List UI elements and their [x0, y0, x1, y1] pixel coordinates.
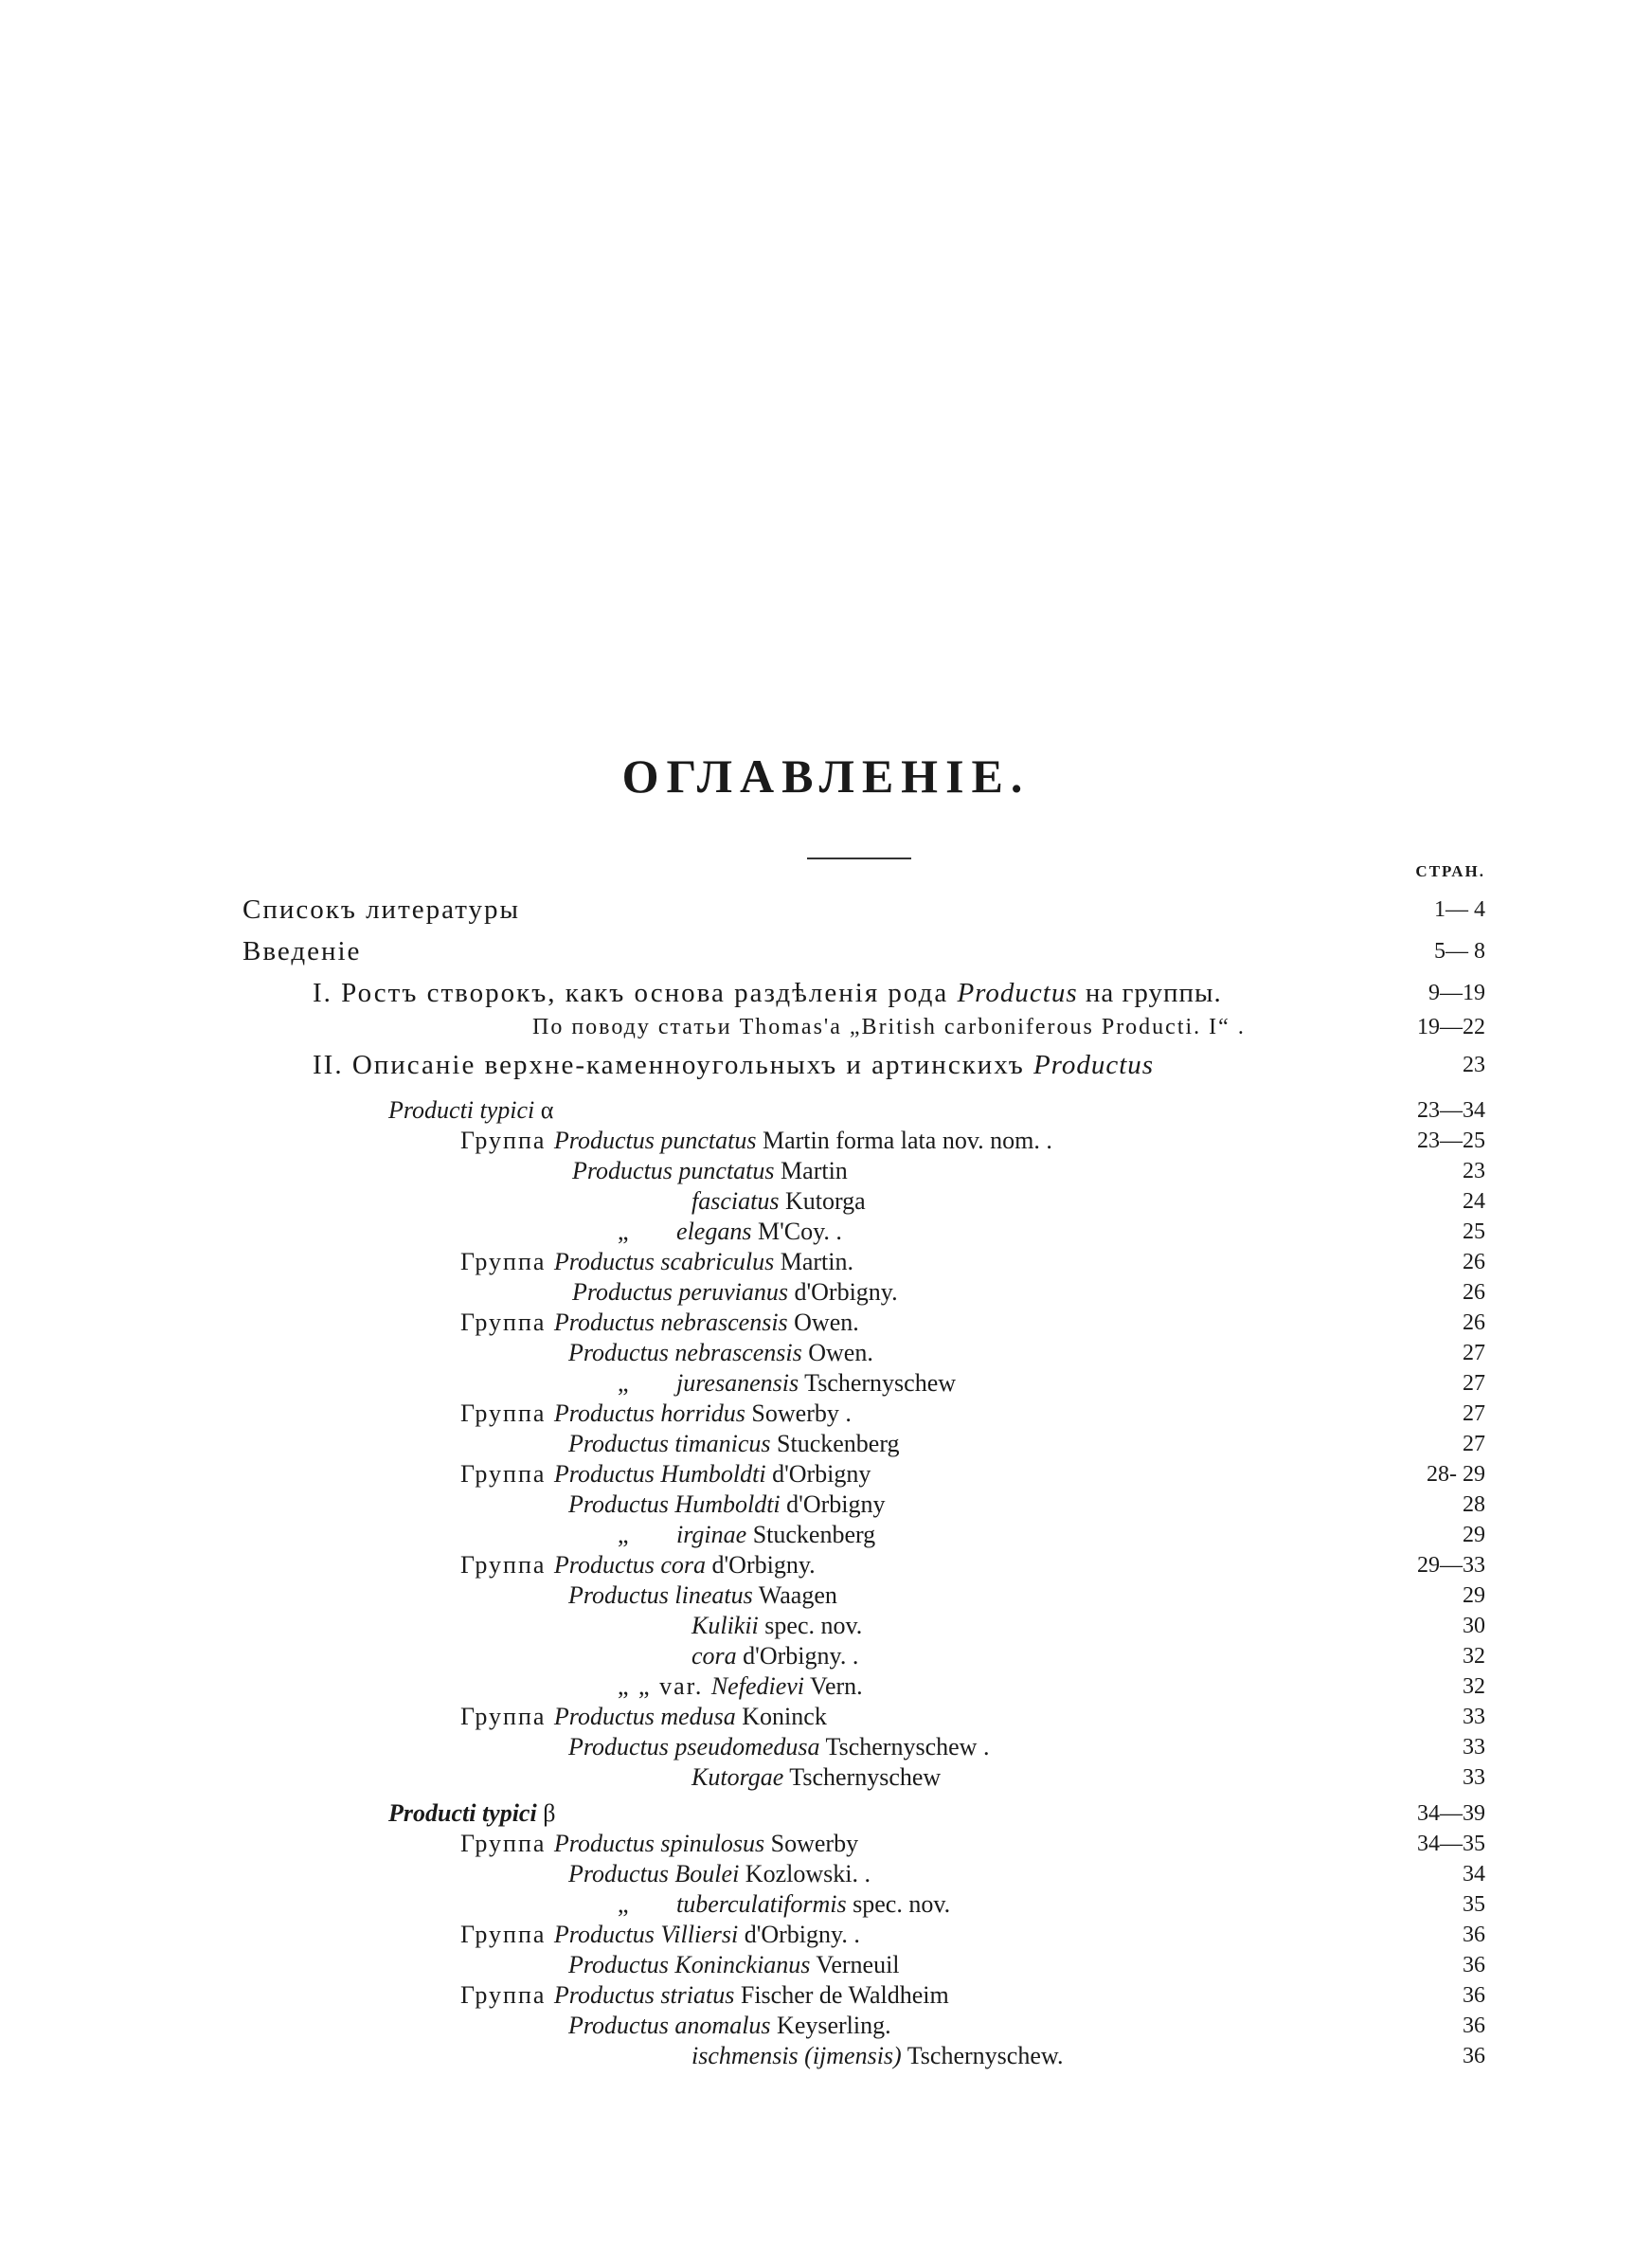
page-column-header: СТРАН. — [1415, 862, 1485, 880]
toc-entry-label: Группа Productus spinulosus Sowerby — [460, 1830, 859, 1857]
toc-entry — [0, 894, 1652, 925]
toc-entry — [0, 1217, 1652, 1247]
toc-entry-page: 32 — [1463, 1674, 1485, 1699]
page-title: ОГЛАВЛЕНIЕ. — [621, 749, 1031, 803]
toc-entry-label: Группа Productus nebrascensis Owen. — [460, 1309, 859, 1336]
toc-entry — [0, 1980, 1652, 2011]
toc-entry-label: Группа Productus cora d'Orbigny. — [460, 1551, 816, 1579]
toc-entry-label: Productus Humboldti d'Orbigny — [568, 1490, 886, 1518]
toc-entry-page: 34 — [1463, 1862, 1485, 1887]
toc-entry-page: 34—35 — [1417, 1832, 1485, 1856]
toc-entry — [0, 1050, 1652, 1080]
toc-entry-label: Productus lineatus Waagen — [568, 1581, 837, 1609]
toc-entry — [0, 1641, 1652, 1671]
toc-entry-label: II. Описанiе верхне-каменноугольныхъ и артинскихъ Productus — [313, 1050, 1155, 1080]
toc-entry-label: Группа Productus medusa Koninck — [460, 1703, 827, 1730]
toc-entry-label: Productus Boulei Kozlowski. . — [568, 1860, 871, 1887]
toc-entry-label: По поводу статьи Thomas'a „British carboniferous Producti. I“ . — [532, 1015, 1246, 1039]
toc-entry — [0, 1399, 1652, 1429]
toc-entry-page: 26 — [1463, 1250, 1485, 1274]
toc-entry-label: Группа Productus punctatus Martin forma lata nov. nom. . — [460, 1127, 1052, 1154]
toc-entry-label: ischmensis (ijmensis) Tschernyschew. — [691, 2042, 1064, 2069]
toc-entry — [0, 1368, 1652, 1399]
toc-entry-label: Kulikii spec. nov. — [691, 1612, 863, 1639]
toc-entry-page: 35 — [1463, 1892, 1485, 1917]
toc-entry-page: 27 — [1463, 1401, 1485, 1426]
toc-entry — [0, 1520, 1652, 1550]
toc-entry — [0, 1829, 1652, 1859]
toc-entry — [0, 1012, 1652, 1042]
toc-entry-label: Productus Koninckianus Verneuil — [568, 1951, 900, 1978]
toc-entry — [0, 1671, 1652, 1702]
toc-entry-page: 25 — [1463, 1219, 1485, 1244]
toc-entry-label: Введенiе — [242, 936, 362, 966]
toc-entry — [0, 1611, 1652, 1641]
toc-entry-label: Producti typici α — [388, 1096, 554, 1124]
toc-entry-page: 19—22 — [1417, 1015, 1485, 1039]
toc-entry-label: Productus timanicus Stuckenberg — [568, 1430, 900, 1457]
toc-entry — [0, 1459, 1652, 1490]
toc-entry — [0, 1950, 1652, 1980]
toc-entry-page: 27 — [1463, 1432, 1485, 1456]
toc-entry-page: 9—19 — [1428, 981, 1485, 1005]
toc-entry-label: Producti typici β — [388, 1799, 556, 1827]
toc-entry-page: 23 — [1463, 1053, 1485, 1077]
toc-entry — [0, 1186, 1652, 1217]
toc-entry-label: „ juresanensis Tschernyschew — [618, 1369, 957, 1397]
toc-entry-page: 24 — [1463, 1189, 1485, 1214]
toc-entry-label: Группа Productus Villiersi d'Orbigny. . — [460, 1921, 860, 1948]
toc-entry — [0, 1859, 1652, 1889]
toc-entry — [0, 1490, 1652, 1520]
toc-entry-label: Группа Productus striatus Fischer de Waldheim — [460, 1981, 949, 2009]
toc-entry — [0, 1550, 1652, 1580]
toc-entry-page: 36 — [1463, 1983, 1485, 2008]
toc-entry-page: 23—34 — [1417, 1098, 1485, 1123]
toc-entry-page: 34—39 — [1417, 1801, 1485, 1826]
toc-entry-label: Группа Productus Humboldti d'Orbigny — [460, 1460, 871, 1488]
toc-entry-page: 28 — [1463, 1492, 1485, 1517]
toc-entry-page: 30 — [1463, 1614, 1485, 1638]
toc-entry-label: I. Ростъ створокъ, какъ основа раздѣленiя рода Productus на группы. — [313, 978, 1222, 1008]
toc-entry — [0, 1580, 1652, 1611]
toc-entry-label: Productus pseudomedusa Tschernyschew . — [568, 1733, 990, 1760]
toc-entry — [0, 1798, 1652, 1829]
toc-entry-label: Группа Productus scabriculus Martin. — [460, 1248, 853, 1275]
toc-entry-page: 36 — [1463, 2044, 1485, 2068]
toc-entry — [0, 1429, 1652, 1459]
toc-entry-label: „ „ var. Nefedievi Vern. — [618, 1672, 863, 1700]
toc-entry-page: 27 — [1463, 1371, 1485, 1396]
toc-entry-label: „ tuberculatiformis spec. nov. — [618, 1890, 951, 1918]
toc-entry-label: Kutorgae Tschernyschew — [691, 1763, 942, 1791]
toc-entry-page: 36 — [1463, 2013, 1485, 2038]
toc-entry-page: 29 — [1463, 1523, 1485, 1547]
toc-entry-page: 1— 4 — [1434, 897, 1485, 922]
toc-entry — [0, 2041, 1652, 2071]
toc-entry-label: „ elegans M'Coy. . — [618, 1218, 842, 1245]
toc-entry-label: cora d'Orbigny. . — [691, 1642, 859, 1670]
toc-entry — [0, 1338, 1652, 1368]
toc-entry-page: 23 — [1463, 1159, 1485, 1183]
toc-entry — [0, 978, 1652, 1008]
toc-entry — [0, 1762, 1652, 1793]
toc-entry — [0, 1156, 1652, 1186]
toc-entry-page: 27 — [1463, 1341, 1485, 1365]
toc-entry-label: Productus anomalus Keyserling. — [568, 2012, 891, 2039]
toc-entry-label: Группа Productus horridus Sowerby . — [460, 1399, 852, 1427]
toc-entry — [0, 1308, 1652, 1338]
toc-entry — [0, 1095, 1652, 1126]
toc-entry — [0, 1277, 1652, 1308]
toc-entry-page: 5— 8 — [1434, 939, 1485, 964]
toc-entry — [0, 1732, 1652, 1762]
toc-entry — [0, 1889, 1652, 1920]
toc-entry-label: Списокъ литературы — [242, 894, 521, 925]
toc-entry — [0, 1247, 1652, 1277]
toc-entry-label: Productus nebrascensis Owen. — [568, 1339, 873, 1366]
toc-entry-page: 36 — [1463, 1953, 1485, 1977]
toc-entry — [0, 2011, 1652, 2041]
toc-entry-label: fasciatus Kutorga — [691, 1187, 866, 1215]
toc-entry-page: 26 — [1463, 1310, 1485, 1335]
toc-entry-page: 33 — [1463, 1765, 1485, 1790]
toc-entry-label: „ irginae Stuckenberg — [618, 1521, 876, 1548]
toc-entry-label: Productus peruvianus d'Orbigny. — [572, 1278, 898, 1306]
toc-entry-page: 32 — [1463, 1644, 1485, 1669]
toc-entry-label: Productus punctatus Martin — [572, 1157, 848, 1184]
toc-entry — [0, 1702, 1652, 1732]
toc-entry-page: 33 — [1463, 1705, 1485, 1729]
toc-entry-page: 33 — [1463, 1735, 1485, 1760]
toc-entry-page: 29 — [1463, 1583, 1485, 1608]
toc-entry-page: 28- 29 — [1427, 1462, 1485, 1487]
toc-entry — [0, 1126, 1652, 1156]
toc-entry-page: 26 — [1463, 1280, 1485, 1305]
toc-entry-page: 23—25 — [1417, 1128, 1485, 1153]
title-rule — [807, 858, 911, 859]
toc-entry — [0, 1920, 1652, 1950]
toc-entry-page: 29—33 — [1417, 1553, 1485, 1578]
toc-entry — [0, 936, 1652, 966]
toc-entry-page: 36 — [1463, 1923, 1485, 1947]
